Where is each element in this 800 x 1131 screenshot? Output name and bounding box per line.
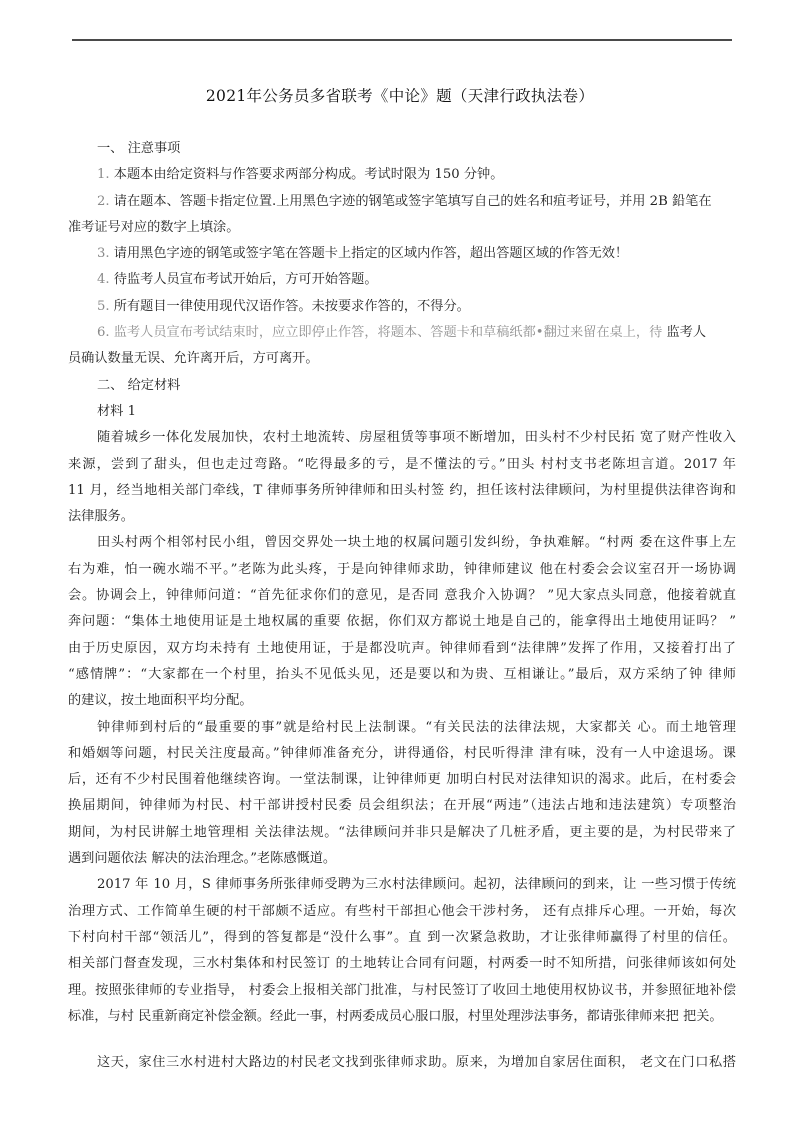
item-text: 本题本由给定资料与作答要求两部分构成。考试时限为 150 分钟。 <box>113 167 504 183</box>
paragraph-line: 由于历史原因，双方均未持有 土地使用证，于是都没吭声。钟律师看到“法律牌”发挥了作用，又接着打出了 <box>68 640 736 656</box>
paragraph-line: 田头村两个相邻村民小组，曾因交界处一块土地的权属问题引发纠纷，争执难解。“村两 委在这件事上左 <box>97 535 736 551</box>
paragraph-line: 2017 年 10 月，S 律师事务所张律师受聘为三水村法律顾问。起初，法律顾问的到来，让 一些习惯于传统 <box>97 877 736 893</box>
paragraph-line: 遇到问题依法 解决的法治理念。”老陈感慨道。 <box>68 851 337 867</box>
paragraph-line: 会。协调会上，钟律师问道：“首先征求你们的意见，是否同 意我介入协调？ ”见大家点头同意，他接着就直 <box>68 588 736 604</box>
paragraph-1 <box>68 425 736 530</box>
paragraph-line: 治理方式、工作简单生硬的村干部颇不适应。有些村干部担心他会干涉村务， 还有点排斥心理。一开始，每次 <box>68 903 736 919</box>
paragraph-line: 和婚姻等问题，村民关注度最高。”钟律师准备充分，讲得通俗，村民听得津 津有味，没有一人中途退场。课 <box>68 745 736 761</box>
item-number: 1. <box>97 167 110 183</box>
paragraph-line: 这天，家住三水村进村大路边的村民老文找到张律师求助。原来，为增加自家居住面积， 老文在门口私搭 <box>97 1055 736 1071</box>
paragraph-line: 11 月，经当地相关部门牵线，T 律师事务所钟律师和田头村签 约，担任该村法律顾问，为村里提供法律咨询和 <box>68 482 736 498</box>
item-text: 请用黑色字迹的钢笔或签字笔在答题卡上指定的区域内作答，超出答题区域的作答无效！ <box>113 246 629 262</box>
item-text-cont: 员确认数量无误、允许离开后，方可离开。 <box>68 351 319 367</box>
paragraph-line: “感情牌”：“大家都在一个村里，抬头不见低头见，还是要以和为贵、互相谦让。”最后，双方采纳了钟 律师 <box>68 666 736 682</box>
document-title: 2021年公务员多省联考《中论》题（天津行政执法卷） <box>205 87 595 105</box>
paragraph-line: 相关部门督查发现，三水村集体和村民签订 的土地转让合同有问题，村两委一时不知所措，问张律师该如何处 <box>68 956 736 972</box>
item-number: 3. <box>97 246 110 262</box>
paragraph-line: 后，还有不少村民围着他继续咨询。一堂法制课，让钟律师更 加明白村民对法律知识的渴求。此后，在村委会 <box>68 772 736 788</box>
notice-item-3 <box>68 241 736 267</box>
item-number: 2. <box>97 193 110 209</box>
item-number: 4. <box>97 272 110 288</box>
paragraph-line: 换届期间，钟律师为村民、村干部讲授村民委 员会组织法；在开展“两违”（违法占地和违法建筑）专项整治 <box>68 798 736 814</box>
section-heading-notes: 一、 注意事项 <box>97 141 181 156</box>
notice-item-2 <box>68 189 736 242</box>
notice-item-5 <box>68 294 736 320</box>
item-text-cont: 准考证号对应的数字上填涂。 <box>68 219 240 235</box>
paragraph-line: 法律服务。 <box>68 509 134 525</box>
item-text: 所有题目一律使用现代汉语作答。未按要求作答的，不得分。 <box>113 298 470 314</box>
notice-item-1 <box>68 162 736 188</box>
paragraph-2 <box>68 530 736 714</box>
paragraph-line: 的建议，按土地面积平均分配。 <box>68 693 253 709</box>
paragraph-line: 下村向村干部“领活儿”，得到的答复都是“没什么事”。直 到一次紧急救助，才让张律师赢得了村里的信任。 <box>68 929 736 945</box>
paragraph-line: 钟律师到村后的“最重要的事”就是给村民上法制课。“有关民法的法律法规，大家都关 心。而土地管理 <box>97 719 736 735</box>
paragraph-5 <box>68 1050 736 1076</box>
paragraph-line: 右为难，怕一碗水端不平。”老陈为此头疼，于是向钟律师求助，钟律师建议 他在村委会会议室召开一场协调 <box>68 561 736 577</box>
document-body <box>68 136 736 1076</box>
section-heading-materials: 二、 给定材料 <box>97 377 181 393</box>
paragraph-gap <box>68 1030 736 1050</box>
item-text-faded: 监考人员宣布考试结束时，应立即停止作答，将题本、答题卡和草稿纸都•翻过来留在桌上，待 <box>113 325 663 341</box>
paragraph-line: 理。按照张律师的专业指导， 村委会上报相关部门批准，与村民签订了收回土地使用权协议书，并参照征地补偿 <box>68 982 736 998</box>
paragraph-line: 随着城乡一体化发展加快，农村土地流转、房屋租赁等事项不断增加，田头村不少村民拓 宽了财产性收入 <box>97 430 736 446</box>
item-number: 6. <box>97 325 110 341</box>
paragraph-line: 期间，为村民讲解土地管理相 关法律法规。“法律顾问并非只是解决了几桩矛盾，更主要的是，为村民带来了 <box>68 824 736 840</box>
paragraph-3 <box>68 715 736 873</box>
paragraph-line: 来源，尝到了甜头，但也走过弯路。“吃得最多的亏，是不懂法的亏。”田头 村村支书老陈坦言道。2017 年 <box>68 456 736 472</box>
item-text-dark: 监考人 <box>662 325 707 341</box>
paragraph-4 <box>68 872 736 1030</box>
item-number: 5. <box>97 298 110 314</box>
notice-item-4 <box>68 267 736 293</box>
item-text: 请在题本、答题卡指定位置.上用黑色字迹的钢笔或签字笔填写自己的姓名和疽考证号，并用 2B 鉛笔在 <box>113 193 712 209</box>
item-text: 待监考人员宣布考试开始后，方可开始答题。 <box>113 272 378 288</box>
material-label: 材料 1 <box>97 403 136 419</box>
notice-item-6 <box>68 320 736 373</box>
paragraph-line: 奔问题：“集体土地使用证是土地权属的重要 依据，你们双方都说土地是自己的，能拿得出土地使用证吗？ ” <box>68 614 736 630</box>
header-rule <box>72 39 732 41</box>
paragraph-line: 标准，与村 民重新商定补偿金额。经此一事，村两委成员心服口服，村里处理涉法事务，都请张律师来把 把关。 <box>68 1008 723 1024</box>
